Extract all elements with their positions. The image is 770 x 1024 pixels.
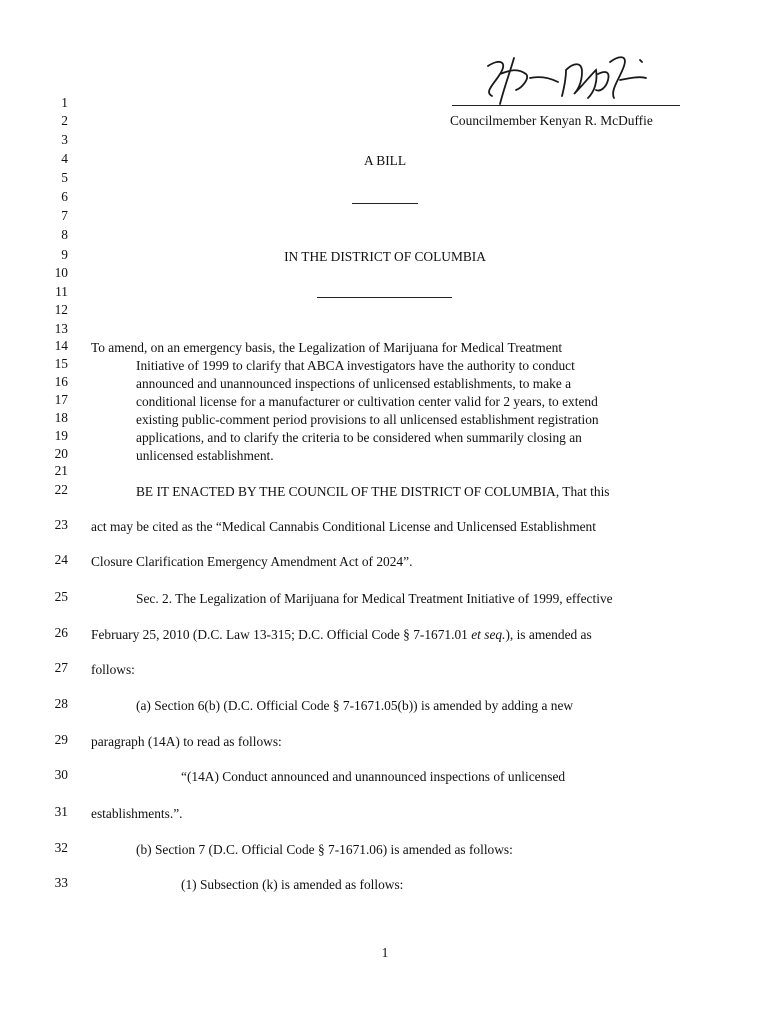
line-number: 16: [54, 374, 68, 389]
line-number: 21: [54, 463, 68, 478]
bill-number-blank: [352, 203, 418, 204]
line-number: 28: [54, 696, 68, 711]
line-number: 11: [55, 284, 68, 299]
line-number: 33: [54, 875, 68, 890]
line-number: 6: [61, 189, 68, 204]
line-number: 5: [61, 170, 68, 185]
line-number: 20: [54, 446, 68, 461]
body-text: February 25, 2010 (D.C. Law 13-315; D.C. Official Code § 7-1671.01: [91, 627, 472, 642]
line-number: 13: [54, 321, 68, 336]
line-number: 12: [54, 302, 68, 317]
title-line: unlicensed establishment.: [136, 448, 274, 463]
line-number: 7: [61, 208, 68, 223]
line-number: 19: [54, 428, 68, 443]
title-line: Initiative of 1999 to clarify that ABCA investigators have the authority to conduct: [136, 358, 575, 373]
paragraph-1: (1) Subsection (k) is amended as follows:: [181, 877, 404, 892]
body-text-italic: et seq.: [471, 627, 506, 642]
line-number: 31: [54, 804, 68, 819]
body-line: [91, 627, 592, 643]
line-number: 8: [61, 227, 68, 242]
line-number: 26: [54, 625, 68, 640]
title-line: announced and unannounced inspections of unlicensed establishments, to make a: [136, 376, 572, 391]
line-number: 29: [54, 732, 68, 747]
line-number: 2: [61, 113, 68, 128]
title-line: existing public-comment period provisions to all unlicensed establishment registration: [136, 412, 599, 427]
line-number: 15: [54, 356, 68, 371]
subsection-a: (a) Section 6(b) (D.C. Official Code § 7-1671.05(b)) is amended by adding a new: [136, 698, 574, 713]
body-line: establishments.”.: [91, 806, 183, 821]
line-number: 27: [54, 660, 68, 675]
jurisdiction-heading: IN THE DISTRICT OF COLUMBIA: [284, 249, 486, 264]
line-number: 25: [54, 589, 68, 604]
line-number: 9: [61, 247, 68, 262]
sponsor-name: Councilmember Kenyan R. McDuffie: [450, 113, 653, 128]
line-number: 22: [54, 482, 68, 497]
line-number: 30: [54, 767, 68, 782]
body-line: act may be cited as the “Medical Cannabis Conditional License and Unlicensed Establishment: [91, 519, 596, 534]
signature-line: [452, 105, 680, 106]
line-number: 32: [54, 840, 68, 855]
subsection-b: (b) Section 7 (D.C. Official Code § 7-1671.06) is amended as follows:: [136, 842, 513, 857]
body-line: Closure Clarification Emergency Amendment Act of 2024”.: [91, 554, 413, 569]
line-number: 3: [61, 132, 68, 147]
bill-heading: A BILL: [363, 153, 407, 168]
body-line: paragraph (14A) to read as follows:: [91, 734, 282, 749]
section-2-heading: Sec. 2. The Legalization of Marijuana for Medical Treatment Initiative of 1999, effective: [136, 591, 613, 606]
line-number: 23: [54, 517, 68, 532]
enacting-clause: BE IT ENACTED BY THE COUNCIL OF THE DISTRICT OF COLUMBIA, That this: [136, 484, 610, 499]
line-number: 4: [61, 151, 68, 166]
title-line: applications, and to clarify the criteria to be considered when summarily closing an: [136, 430, 582, 445]
line-number: 18: [54, 410, 68, 425]
body-text: ), is amended as: [505, 627, 592, 642]
short-title-blank: [317, 297, 452, 298]
line-number: 14: [54, 338, 68, 353]
paragraph-14a: “(14A) Conduct announced and unannounced inspections of unlicensed: [181, 769, 566, 784]
line-number: 1: [61, 95, 68, 110]
title-line: conditional license for a manufacturer or cultivation center valid for 2 years, to extend: [136, 394, 598, 409]
line-number: 17: [54, 392, 68, 407]
line-number: 24: [54, 552, 68, 567]
body-line: follows:: [91, 662, 135, 677]
page-number: 1: [381, 945, 389, 960]
line-number: 10: [54, 265, 68, 280]
signature-graphic: [470, 48, 660, 110]
title-line: To amend, on an emergency basis, the Legalization of Marijuana for Medical Treatment: [91, 340, 563, 355]
